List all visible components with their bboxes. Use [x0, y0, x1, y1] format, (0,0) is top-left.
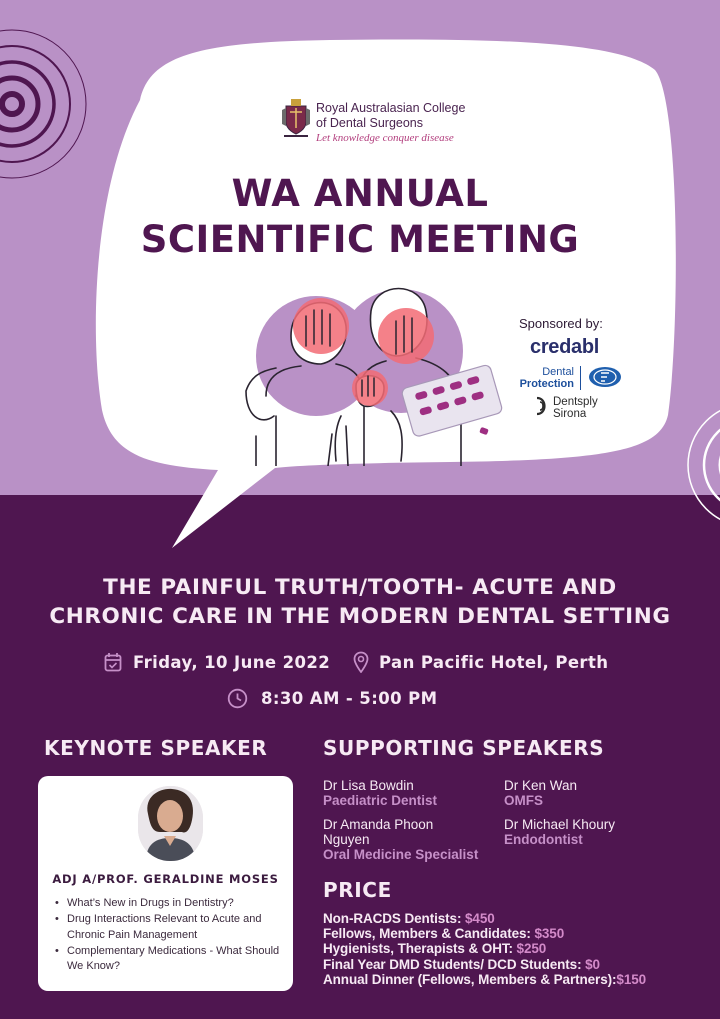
- speaker-name: Dr Ken Wan: [504, 778, 578, 793]
- price-amount: $0: [585, 956, 600, 972]
- title-line2: SCIENTIFIC MEETING: [140, 218, 580, 261]
- college-crest-logo: [280, 96, 312, 142]
- event-time: 8:30 AM - 5:00 PM: [261, 689, 438, 708]
- speaker-name: Dr Michael Khoury: [504, 817, 616, 832]
- dentsply-line1: Dentsply: [553, 396, 598, 408]
- price-item: [323, 926, 718, 941]
- speaker-role: OMFS: [504, 793, 543, 808]
- keynote-speaker-name: ADJ A/PROF. GERALDINE MOSES: [52, 872, 279, 886]
- dental-protection-logo: [518, 366, 574, 390]
- price-label: Final Year DMD Students/ DCD Students:: [323, 956, 582, 972]
- title-line1: WA ANNUAL: [231, 172, 489, 215]
- sponsored-by-label: Sponsored by:: [519, 316, 603, 331]
- event-date: Friday, 10 June 2022: [133, 653, 331, 672]
- college-motto: Let knowledge conquer disease: [316, 132, 454, 144]
- keynote-heading: KEYNOTE SPEAKER: [44, 736, 268, 760]
- price-label: Annual Dinner (Fellows, Members & Partners):: [323, 971, 617, 987]
- subtitle-line1: THE PAINFUL TRUTH/TOOTH- ACUTE AND: [103, 575, 617, 600]
- credabl-logo: credabl: [530, 336, 600, 358]
- keynote-topic: • What’s New in Drugs in Dentistry?: [52, 896, 292, 911]
- calendar-icon: [104, 652, 122, 672]
- subtitle-line2: CHRONIC CARE IN THE MODERN DENTAL SETTING: [49, 604, 671, 629]
- location-pin-icon: [353, 651, 369, 673]
- dentsply-sirona-logo: [553, 396, 598, 420]
- dental-protection-divider: [580, 366, 581, 390]
- college-name-line1: Royal Australasian College: [316, 101, 466, 115]
- price-label: Hygienists, Therapists & OHT:: [323, 941, 513, 957]
- pain-illustration: [236, 276, 506, 466]
- keynote-topic: • Drug Interactions Relevant to Acute and Chronic Pain Management: [52, 912, 292, 943]
- speaker-role: Paediatric Dentist: [323, 793, 438, 808]
- speaker-name: Dr Lisa Bowdin: [323, 778, 414, 793]
- price-amount: $350: [534, 926, 565, 942]
- speaker-entry: [504, 778, 654, 808]
- dental-protection-line2: Protection: [519, 378, 574, 390]
- dental-protection-line1: Dental: [542, 366, 574, 378]
- speaker-entry: [323, 778, 501, 808]
- dental-protection-emblem-icon: [588, 366, 622, 388]
- price-amount: $450: [465, 911, 495, 926]
- price-heading: PRICE: [323, 878, 392, 902]
- speaker-name: Dr Amanda Phoon Nguyen: [323, 817, 434, 847]
- speaker-role: Oral Medicine Specialist: [323, 847, 479, 862]
- dentsply-line2: Sirona: [553, 408, 587, 420]
- supporting-speakers-heading: SUPPORTING SPEAKERS: [323, 736, 605, 760]
- price-list: [323, 911, 718, 987]
- speaker-entry: [323, 817, 479, 862]
- price-item: [323, 972, 718, 987]
- price-label: Non-RACDS Dentists:: [323, 911, 462, 926]
- dentsply-sirona-icon: [535, 396, 549, 416]
- price-label: Fellows, Members & Candidates:: [323, 926, 531, 942]
- price-item: [323, 941, 718, 956]
- speaker-entry: [504, 817, 654, 847]
- price-amount: $250: [516, 941, 547, 957]
- event-venue: Pan Pacific Hotel, Perth: [379, 653, 609, 672]
- keynote-topic: • Complementary Medications - What Should We Know?: [52, 944, 292, 975]
- price-amount: $150: [616, 971, 647, 987]
- keynote-topics-list: [52, 896, 292, 975]
- price-item: [323, 911, 718, 926]
- college-name: [316, 101, 465, 131]
- keynote-speaker-photo: [138, 786, 203, 861]
- clock-icon: [227, 688, 248, 709]
- speaker-role: Endodontist: [504, 832, 583, 847]
- price-item: [323, 957, 718, 972]
- college-name-line2: of Dental Surgeons: [316, 116, 424, 130]
